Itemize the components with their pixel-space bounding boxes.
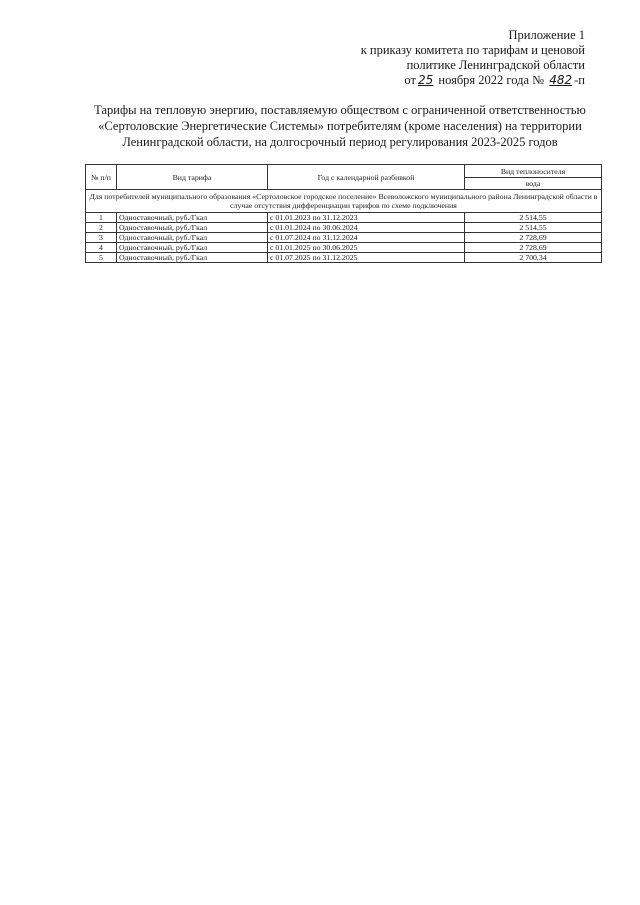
- row-value: 2 514,55: [465, 223, 602, 233]
- row-period: с 01.01.2023 по 31.12.2023: [268, 213, 465, 223]
- row-period: с 01.07.2024 по 31.12.2024: [268, 233, 465, 243]
- row-period: с 01.07.2025 по 31.12.2025: [268, 253, 465, 263]
- row-tariff-kind: Одноставочный, руб./Гкал: [117, 253, 268, 263]
- document-title: [70, 102, 610, 150]
- header-num: № п/п: [86, 165, 117, 190]
- row-value: 2 728,69: [465, 233, 602, 243]
- table-row: [86, 223, 602, 233]
- order-suffix: -п: [574, 73, 585, 87]
- row-period: с 01.01.2024 по 30.06.2024: [268, 223, 465, 233]
- row-num: 2: [86, 223, 117, 233]
- row-num: 4: [86, 243, 117, 253]
- row-value: 2 728,69: [465, 243, 602, 253]
- row-value: 2 700,34: [465, 253, 602, 263]
- table-row: [86, 213, 602, 223]
- header-tariff-kind: Вид тарифа: [117, 165, 268, 190]
- header-heat-carrier-water: вода: [465, 178, 602, 190]
- table-row: [86, 233, 602, 243]
- row-tariff-kind: Одноставочный, руб./Гкал: [117, 233, 268, 243]
- row-tariff-kind: Одноставочный, руб./Гкал: [117, 213, 268, 223]
- row-num: 1: [86, 213, 117, 223]
- appendix-order-ref-line: к приказу комитета по тарифам и ценовой: [360, 43, 585, 57]
- header-period: Год с календарной разбивкой: [268, 165, 465, 190]
- order-day-handwritten: 25: [417, 73, 434, 87]
- appendix-committee-line: политике Ленинградской области: [406, 58, 585, 72]
- title-line-3: Ленинградской области, на долгосрочный период регулирования 2023-2025 годов: [122, 135, 558, 149]
- tariff-table: [85, 164, 602, 263]
- appendix-label: Приложение 1: [508, 28, 585, 42]
- appendix-order-date-line: [340, 73, 585, 88]
- row-num: 5: [86, 253, 117, 263]
- appendix-header: [340, 28, 585, 88]
- row-tariff-kind: Одноставочный, руб./Гкал: [117, 223, 268, 233]
- order-number-handwritten: 482: [549, 73, 573, 87]
- consumer-group-label: Для потребителей муниципального образования «Сертоловское городское поселение» Всеволожского муниципального района Ленинградской области в случае отсутствия дифференциации тарифов по схеме подключения: [86, 190, 602, 213]
- order-prefix: от: [404, 73, 416, 87]
- table-row: [86, 243, 602, 253]
- row-num: 3: [86, 233, 117, 243]
- title-line-1: Тарифы на тепловую энергию, поставляемую обществом с ограниченной ответственностью: [94, 103, 586, 117]
- title-line-2: «Сертоловские Энергетические Системы» потребителям (кроме населения) на территории: [98, 119, 582, 133]
- header-heat-carrier: Вид теплоносителя: [465, 165, 602, 178]
- order-middle: ноября 2022 года №: [438, 73, 545, 87]
- row-value: 2 514,55: [465, 213, 602, 223]
- table-row: [86, 253, 602, 263]
- row-period: с 01.01.2025 по 30.06.2025: [268, 243, 465, 253]
- row-tariff-kind: Одноставочный, руб./Гкал: [117, 243, 268, 253]
